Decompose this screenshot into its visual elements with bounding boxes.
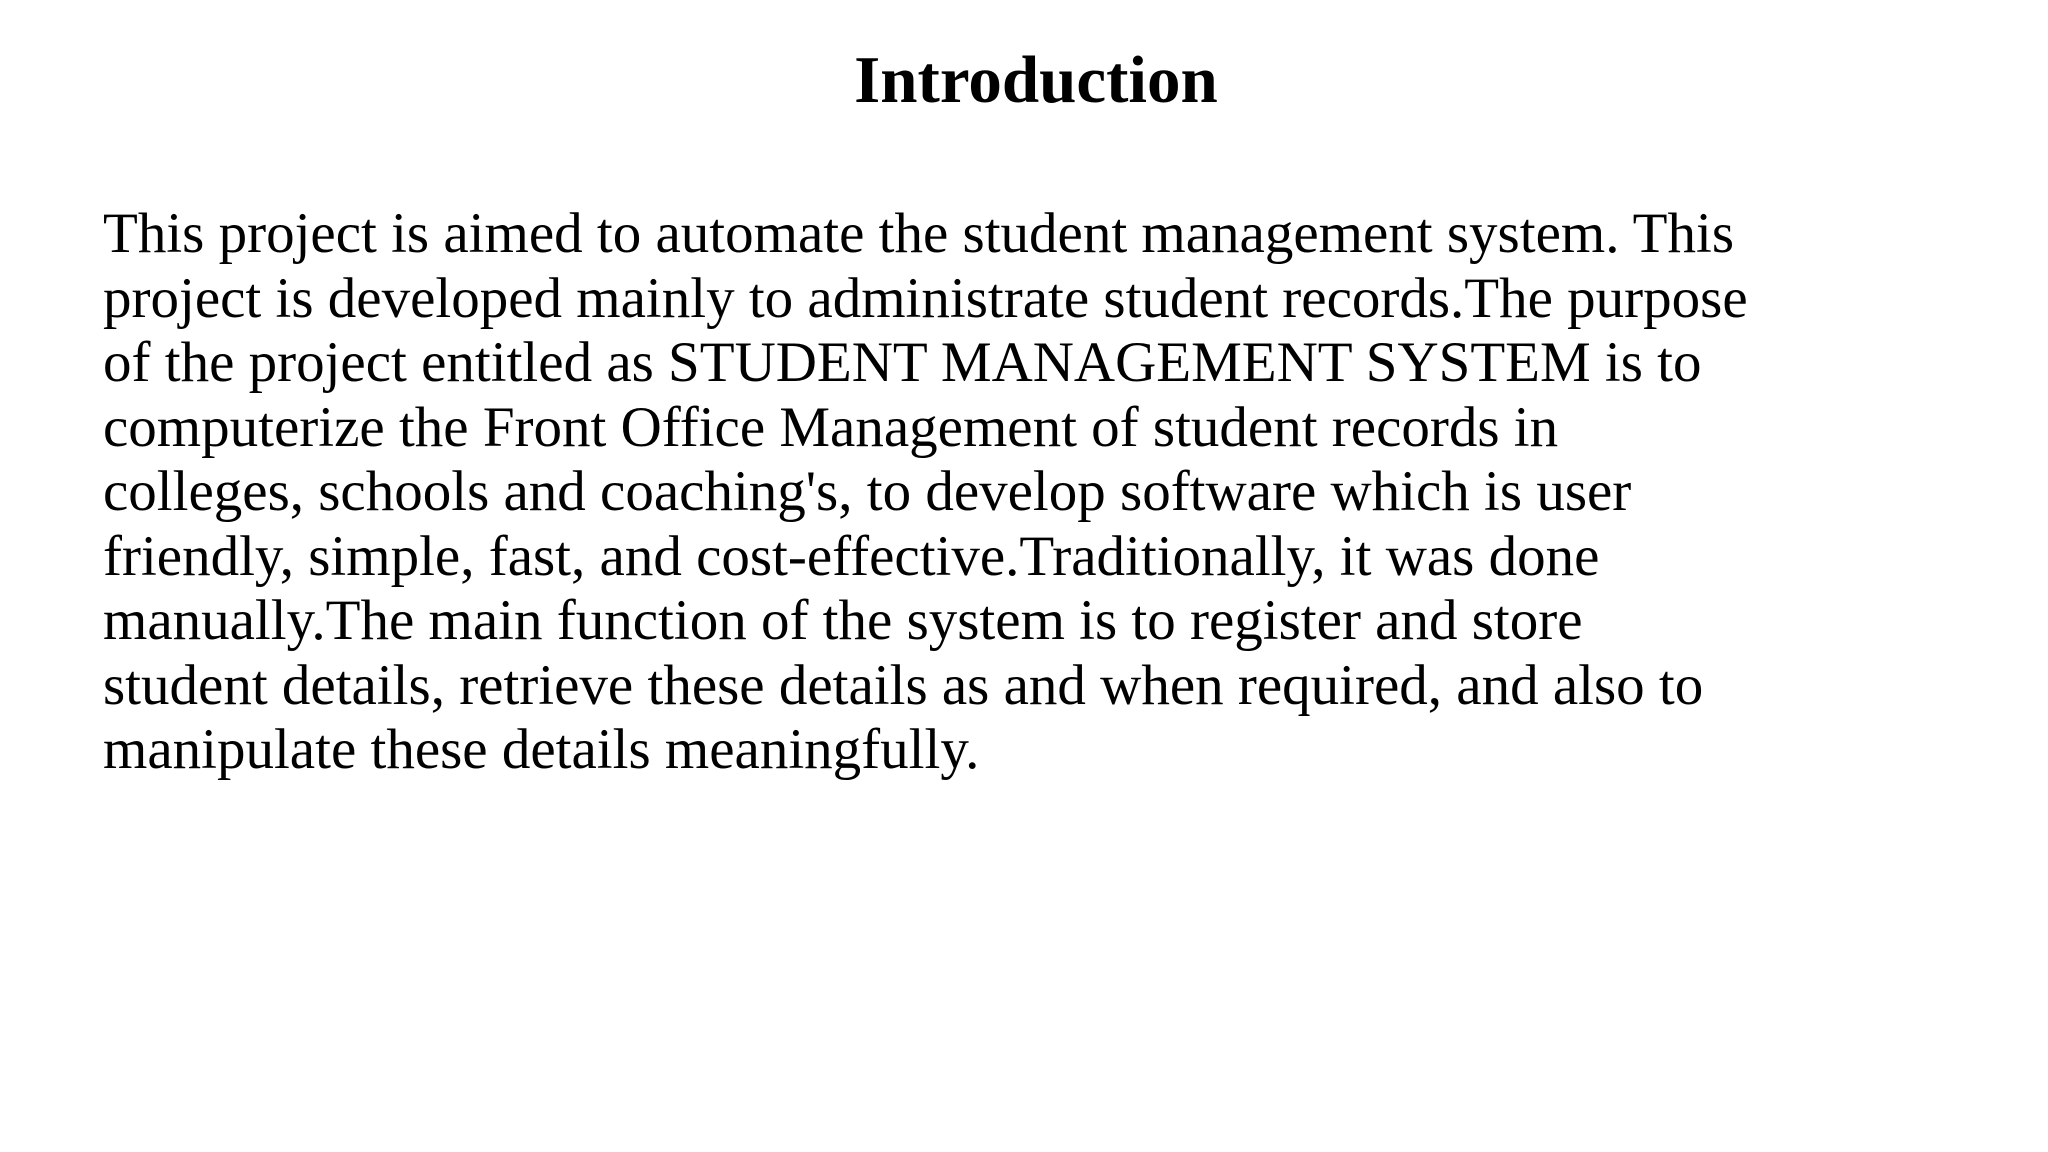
body-line: This project is aimed to automate the student management system. This [103,202,1735,265]
body-line: of the project entitled as STUDENT MANAGEMENT SYSTEM is to [103,331,1702,394]
body-line: friendly, simple, fast, and cost-effective.Traditionally, it was done [103,524,1600,588]
slide-title: Introduction [854,43,1218,117]
body-line: manipulate these details meaningfully. [103,718,980,781]
body-line: colleges, schools and coaching's, to develop software which is user [103,460,1632,523]
body-line: project is developed mainly to administrate student records.The purpose [103,266,1748,330]
body-line: computerize the Front Office Management of student records in [103,395,1559,459]
body-line: manually.The main function of the system is to register and store [103,589,1583,652]
body-line: student details, retrieve these details as and when required, and also to [103,653,1704,717]
slide-body-paragraph [103,202,1883,783]
